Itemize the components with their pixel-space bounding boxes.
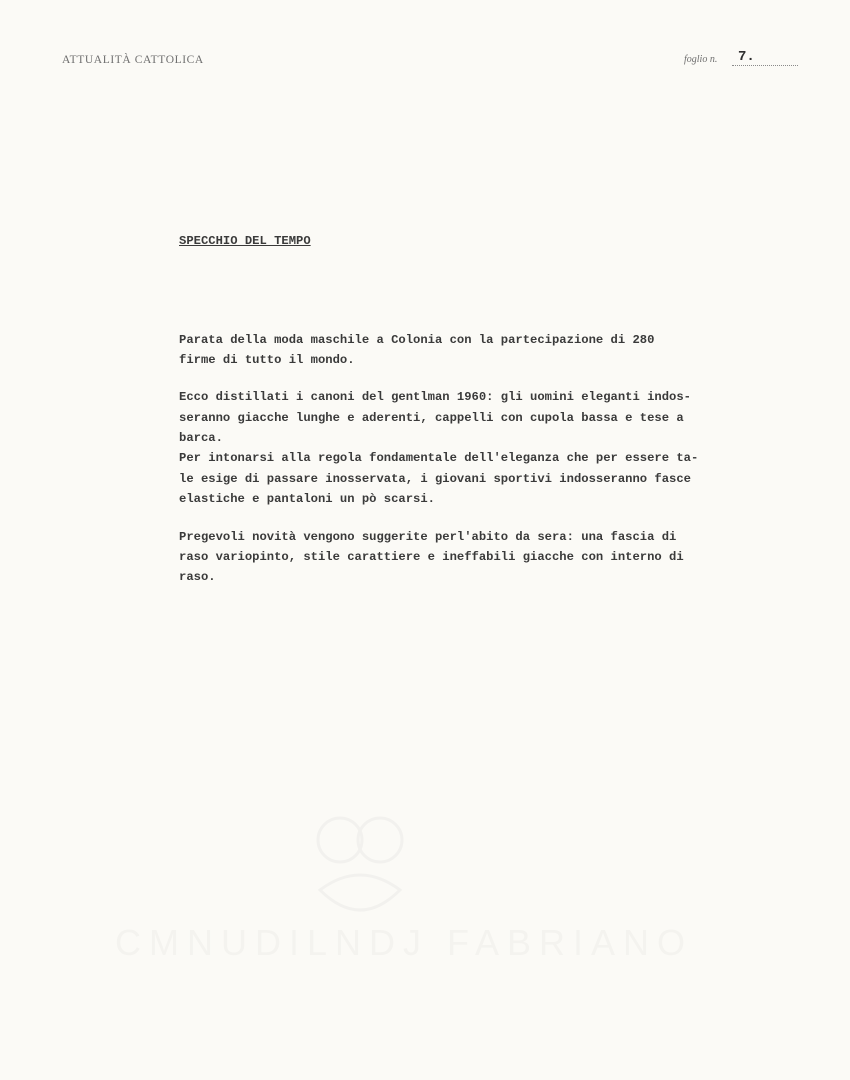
- folio-dotted-line: [732, 65, 798, 66]
- article-line: raso.: [179, 570, 216, 584]
- article-line: Parata della moda maschile a Colonia con la partecipazione di 280: [179, 333, 655, 347]
- folio-number: 7.: [738, 49, 755, 65]
- folio-label: foglio n.: [684, 54, 718, 65]
- paper-watermark: CMNUDILNDJ FABRIANO: [115, 922, 694, 963]
- article-line: firme di tutto il mondo.: [179, 353, 355, 367]
- watermark-emblem: [300, 800, 420, 940]
- article-line: elastiche e pantaloni un pò scarsi.: [179, 492, 435, 506]
- article-line: Ecco distillati i canoni del gentlman 1960: gli uomini eleganti indos-: [179, 390, 691, 404]
- article-line: seranno giacche lunghe e aderenti, cappelli con cupola bassa e tese a: [179, 411, 684, 425]
- article-line: Per intonarsi alla regola fondamentale dell'eleganza che per essere ta-: [179, 451, 699, 465]
- article-line: Pregevoli novità vengono suggerite perl'abito da sera: una fascia di: [179, 530, 677, 544]
- folio-field: [684, 49, 798, 69]
- article-line: barca.: [179, 431, 223, 445]
- article-line: raso variopinto, stile carattiere e ineffabili giacche con interno di: [179, 550, 684, 564]
- article-title: SPECCHIO DEL TEMPO: [179, 234, 311, 248]
- article-line: le esige di passare inosservata, i giovani sportivi indosseranno fasce: [179, 472, 691, 486]
- masthead: ATTUALITÀ CATTOLICA: [62, 54, 204, 66]
